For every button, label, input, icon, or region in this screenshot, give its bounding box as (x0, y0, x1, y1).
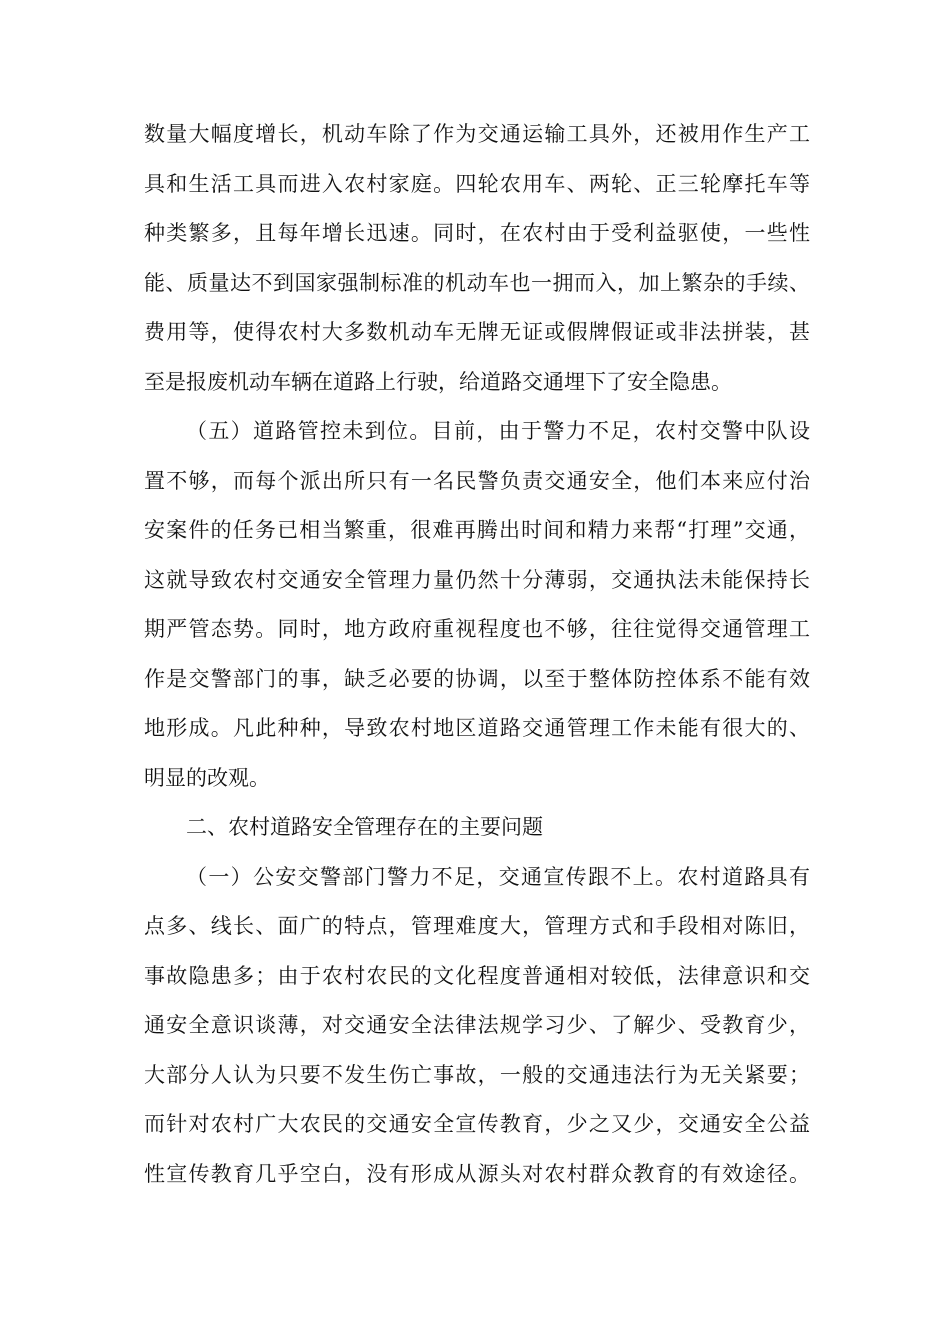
text-line: 大部分人认为只要不发生伤亡事故，一般的交通违法行为无关紧要； (144, 1062, 810, 1087)
text-line: 期严管态势。同时，地方政府重视程度也不够，往往觉得交通管理工 (144, 617, 810, 641)
text-line: 安案件的任务已相当繁重，很难再腾出时间和精力来帮“打理”交通， (144, 518, 810, 542)
text-line: 通安全意识谈薄，对交通安全法律法规学习少、了解少、受教育少， (144, 1013, 810, 1037)
text-line: 作是交警部门的事，缺乏必要的协调，以至于整体防控体系不能有效 (144, 666, 810, 691)
text-line: 费用等，使得农村大多数机动车无牌无证或假牌假证或非法拼装，甚 (144, 320, 810, 344)
text-line: 地形成。凡此种种，导致农村地区道路交通管理工作未能有很大的、 (144, 716, 810, 740)
body-text (144, 110, 810, 1199)
text-line: 具和生活工具而进入农村家庭。四轮农用车、两轮、正三轮摩托车等 (144, 171, 810, 196)
text-line: 种类繁多，且每年增长迅速。同时，在农村由于受利益驱使，一些性 (144, 221, 810, 245)
text-line: 数量大幅度增长，机动车除了作为交通运输工具外，还被用作生产工 (144, 122, 810, 146)
text-line: 而针对农村广大农民的交通安全宣传教育，少之又少，交通安全公益 (144, 1112, 810, 1136)
section-heading: 二、农村道路安全管理存在的主要问题 (186, 815, 543, 839)
text-line: （五）道路管控未到位。目前，由于警力不足，农村交警中队设 (186, 419, 810, 443)
text-line: 能、质量达不到国家强制标准的机动车也一拥而入，加上繁杂的手续、 (144, 270, 810, 295)
text-line: 置不够，而每个派出所只有一名民警负责交通安全，他们本来应付治 (144, 468, 810, 493)
text-line: 这就导致农村交通安全管理力量仍然十分薄弱，交通执法未能保持长 (144, 567, 810, 592)
text-line: 性宣传教育几乎空白，没有形成从源头对农村群众教育的有效途径。 (144, 1161, 810, 1186)
text-line: 至是报废机动车辆在道路上行驶，给道路交通埋下了安全隐患。 (144, 369, 732, 394)
text-line: 点多、线长、面广的特点，管理难度大，管理方式和手段相对陈旧， (144, 914, 810, 938)
text-line: 明显的改观。 (144, 765, 270, 790)
text-line: （一）公安交警部门警力不足，交通宣传跟不上。农村道路具有 (186, 864, 810, 889)
text-line: 事故隐患多；由于农村农民的文化程度普通相对较低，法律意识和交 (144, 963, 810, 988)
